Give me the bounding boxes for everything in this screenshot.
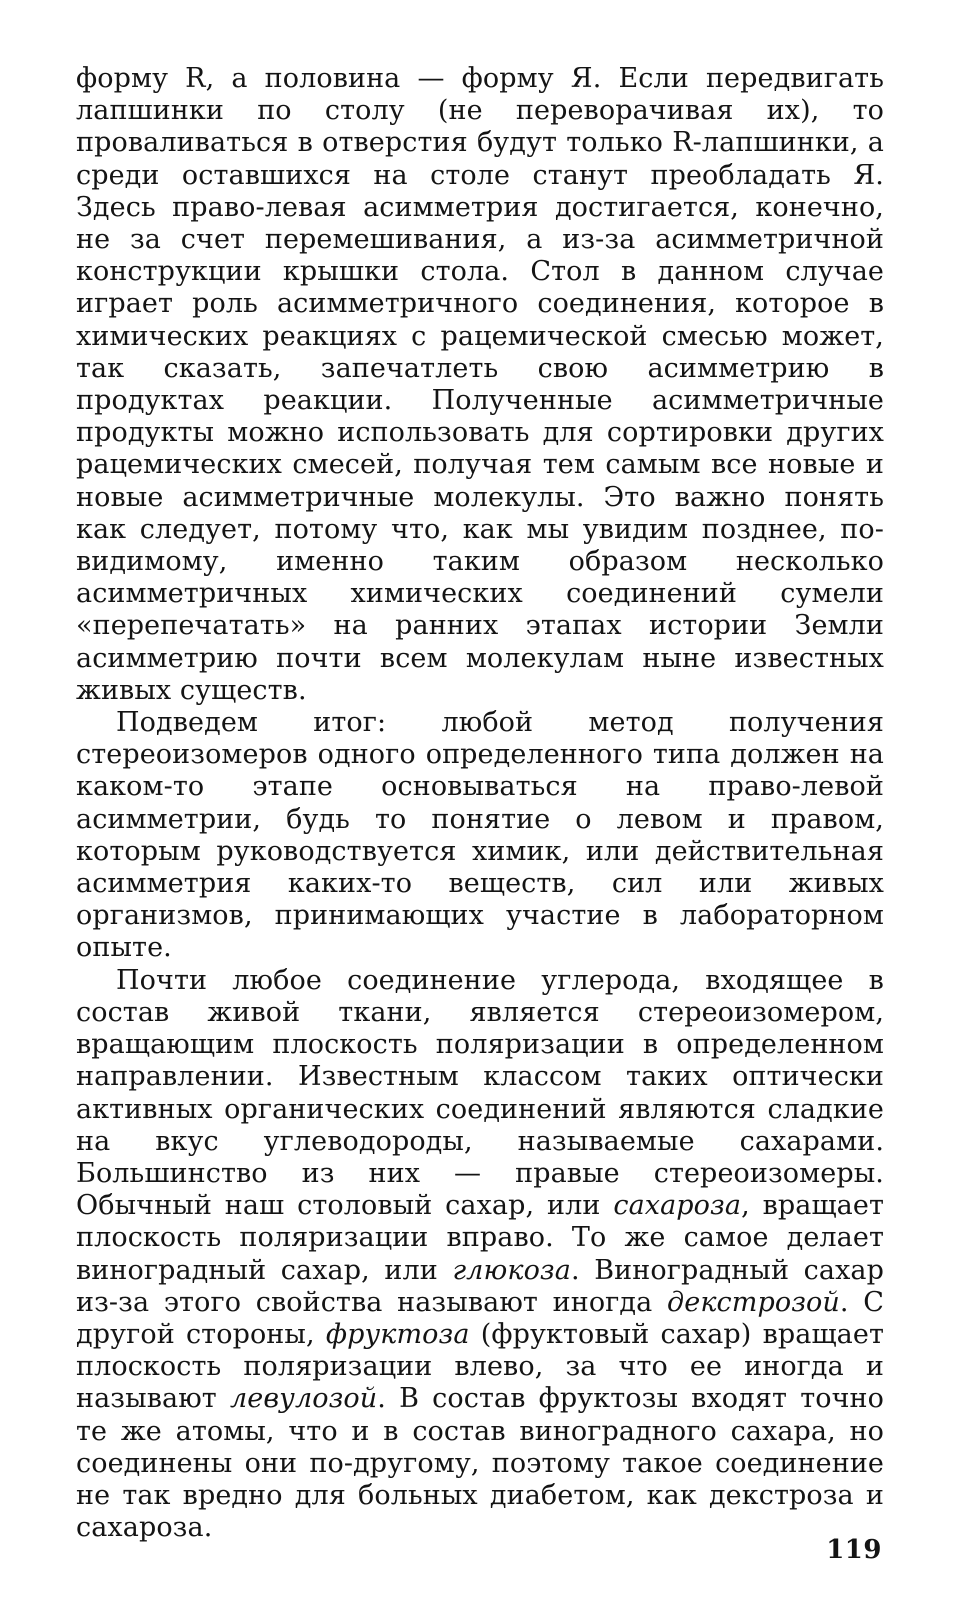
page-number: 119 [826, 1535, 882, 1565]
term-glucose: глюкоза [452, 1254, 571, 1286]
paragraph-continued: форму R, а половина — форму Я. Если передвигать лапшинки по столу (не переворачивая их), то проваливаться в отверстия будут только R-лапшинки, а среди оставшихся на столе станут преобладать Я. Здесь право-левая асимметрия достигается, конечно, не за счет перемешивания, а из-за асимметричной конструкции крышки стола. Стол в данном случае играет роль асимметричного соединения, которое в химических реакциях с рацемической смесью может, так сказать, запечатлеть свою асимметрию в продуктах реакции. Полученные асимметричные продукты можно использовать для сортировки других рацемических смесей, получая тем самым все новые и новые асимметричные молекулы. Это важно понять как следует, потому что, как мы увидим позднее, по-видимому, именно таким образом несколько асимметричных химических соединений сумели «перепечатать» на ранних этапах истории Земли асимметрию почти всем молекулам ныне известных живых существ. [76, 63, 884, 706]
text-segment: Почти любое соединение углерода, входящее в состав живой ткани, является стереоизомером, вращающим плоскость поляризации в определенном направлении. Известным классом таких оптически активных органических соединений являются сладкие на вкус углеводороды, называемые сахарами. Большинство из них — правые стереоизомеры. Обычный наш столовый сахар, или [76, 964, 884, 1222]
paragraph-sugars [76, 965, 884, 1545]
term-sucrose: сахароза [613, 1190, 742, 1222]
paragraph-summary: Подведем итог: любой метод получения стереоизомеров одного определенного типа должен на каком-то этапе основываться на право-левой асимметрии, будь то понятие о левом и правом, которым руководствуется химик, или действительная асимметрия каких-то веществ, сил или живых организмов, принимающих участие в лабораторном опыте. [76, 707, 884, 964]
text-segment: (фруктовый сахар) вращает плоскость поляризации влево, за что ее иногда и называют [76, 1318, 884, 1415]
text-segment: . Виноградный сахар из-за этого свойства называют иногда [76, 1254, 884, 1318]
text-segment: . В состав фруктозы входят точно те же атомы, что и в состав виноградного сахара, но соединены они по-другому, поэтому такое соединение не так вредно для больных диабетом, как декстроза и сахароза. [76, 1383, 884, 1544]
book-page [76, 63, 885, 1544]
term-fructose: фруктоза [325, 1318, 470, 1350]
text-segment: , вращает плоскость поляризации вправо. То же самое делает виноградный сахар, или [76, 1190, 884, 1286]
text-segment: . С другой стороны, [76, 1286, 885, 1350]
term-dextrose: декстрозой [667, 1286, 840, 1318]
term-levulose: левулозой [230, 1383, 378, 1415]
